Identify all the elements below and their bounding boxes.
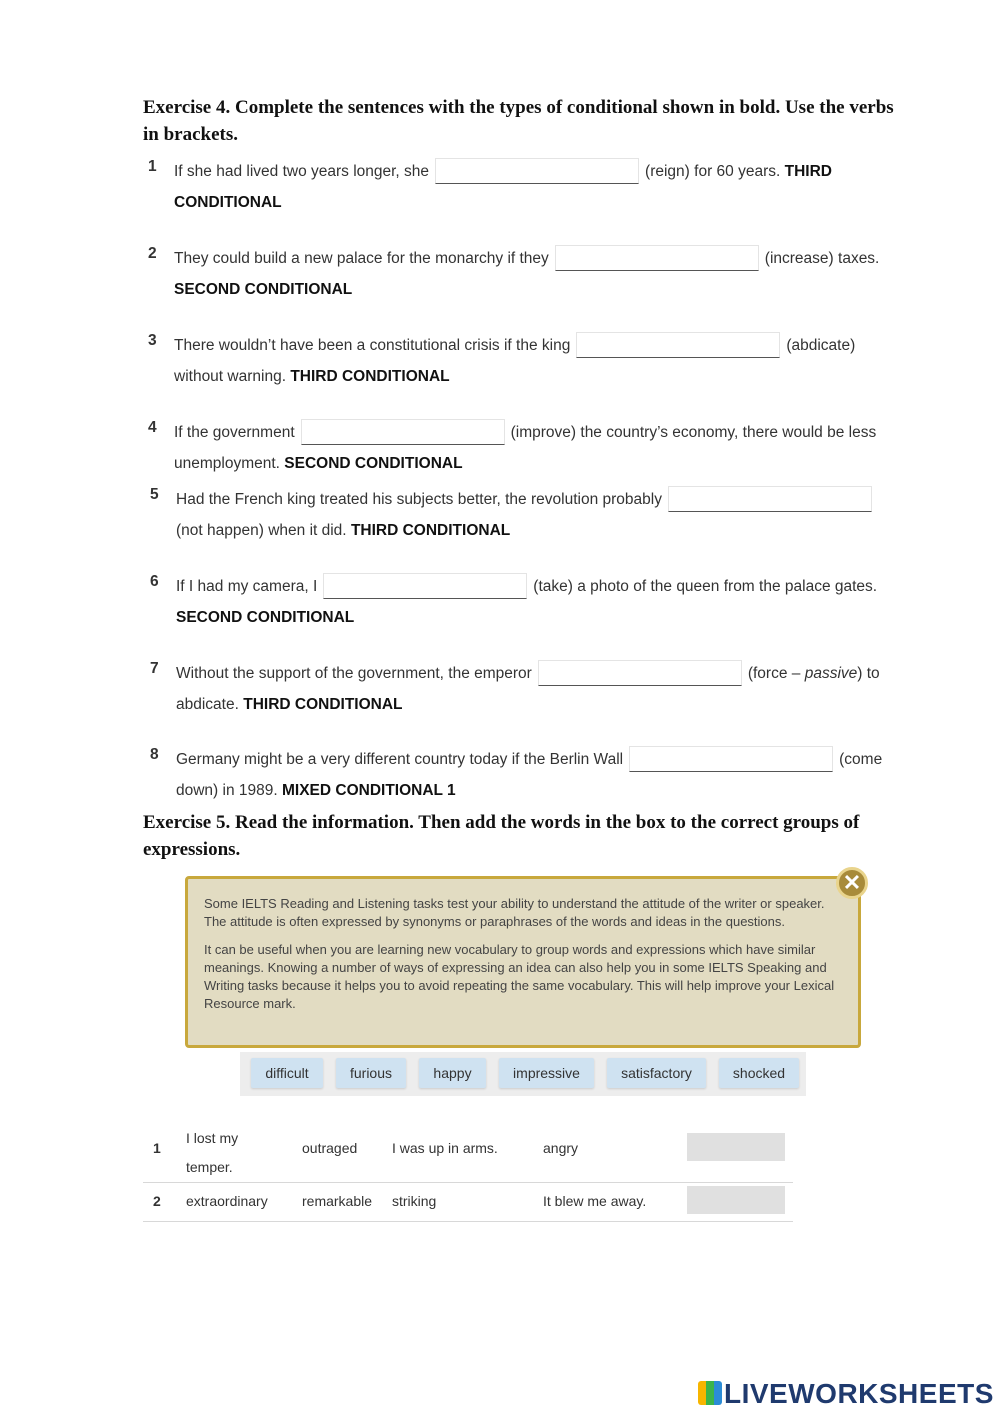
item-text: (take) a photo of the queen from the palace gates. bbox=[533, 578, 878, 595]
info-paragraph: Some IELTS Reading and Listening tasks test your ability to understand the attitude of the writer or speaker. The attitude is often expressed by synonyms or paraphrases of the words and ideas in the questions. bbox=[204, 896, 825, 929]
item-text-italic: passive bbox=[804, 665, 858, 682]
conditional-tag: SECOND CONDITIONAL bbox=[284, 455, 463, 472]
answer-gap[interactable] bbox=[668, 486, 872, 512]
answer-dropzone[interactable] bbox=[687, 1133, 785, 1161]
item-text: without warning. bbox=[174, 368, 287, 385]
expression-cell: extraordinary bbox=[186, 1193, 268, 1209]
answer-gap[interactable] bbox=[576, 332, 780, 358]
conditional-tag: THIRD CONDITIONAL bbox=[290, 368, 450, 385]
row-number: 2 bbox=[153, 1193, 161, 1209]
answer-gap[interactable] bbox=[323, 573, 527, 599]
conditional-tag: THIRD bbox=[784, 163, 832, 180]
item-number: 5 bbox=[150, 486, 159, 503]
item-text: down) in 1989. bbox=[176, 782, 278, 799]
item-text: abdicate. bbox=[176, 696, 239, 713]
item-text: (abdicate) bbox=[786, 337, 856, 354]
item-text: (reign) for 60 years. bbox=[645, 163, 781, 180]
item-number: 2 bbox=[148, 245, 157, 262]
conditional-tag: MIXED CONDITIONAL 1 bbox=[282, 782, 456, 799]
item-text: (force – bbox=[747, 665, 805, 682]
item-text: (come bbox=[839, 751, 883, 768]
close-icon[interactable]: ✕ bbox=[836, 867, 868, 899]
logo-text: LIVEWORKSHEETS bbox=[724, 1378, 994, 1409]
answer-gap[interactable] bbox=[629, 746, 833, 772]
conditional-tag: THIRD CONDITIONAL bbox=[243, 696, 403, 713]
exercise-5-heading: Exercise 5. Read the information. Then add the words in the box to the correct groups of expressions. bbox=[143, 812, 860, 860]
item-number: 8 bbox=[150, 746, 159, 763]
info-paragraph: It can be useful when you are learning new vocabulary to group words and expressions which have similar meanings. Knowing a number of ways of expressing an idea can also help you in some IELTS Speaking and Writing tasks because it helps you to avoid repeating the same vocabulary. This will help improve your Lexical Resource mark. bbox=[204, 942, 835, 1011]
table-row bbox=[143, 1118, 793, 1183]
item-text: Had the French king treated his subjects better, the revolution probably bbox=[176, 491, 662, 508]
conditional-tag: THIRD CONDITIONAL bbox=[350, 522, 511, 539]
item-text: If she had lived two years longer, she bbox=[174, 163, 430, 180]
word-chip-shocked[interactable]: shocked bbox=[719, 1058, 799, 1088]
item-number: 1 bbox=[148, 158, 157, 175]
expression-cell: outraged bbox=[302, 1140, 358, 1156]
exercise-4-heading: Exercise 4. Complete the sentences with the types of conditional shown in bold. Use the verbs in brackets. bbox=[143, 97, 894, 145]
answer-gap[interactable] bbox=[301, 419, 505, 445]
expression-cell: angry bbox=[543, 1140, 579, 1156]
item-number: 3 bbox=[148, 332, 157, 349]
word-chip-happy[interactable]: happy bbox=[419, 1058, 486, 1088]
item-number: 6 bbox=[150, 573, 159, 590]
item-number: 7 bbox=[150, 660, 159, 677]
word-chip-furious[interactable]: furious bbox=[336, 1058, 406, 1088]
item-text: Germany might be a very different country today if the Berlin Wall bbox=[176, 751, 624, 768]
expression-cell: I was up in arms. bbox=[392, 1140, 498, 1156]
row-number: 1 bbox=[153, 1140, 161, 1156]
item-text: Without the support of the government, the emperor bbox=[176, 665, 532, 682]
conditional-tag: CONDITIONAL bbox=[174, 194, 282, 211]
word-chip-impressive[interactable]: impressive bbox=[499, 1058, 594, 1088]
expression-cell: striking bbox=[392, 1193, 437, 1209]
liveworksheets-logo bbox=[698, 1378, 994, 1408]
expression-cell: remarkable bbox=[302, 1193, 373, 1209]
info-box bbox=[185, 870, 862, 1048]
item-text: (not happen) when it did. bbox=[176, 522, 347, 539]
answer-dropzone[interactable] bbox=[687, 1186, 785, 1214]
item-text: They could build a new palace for the monarchy if they bbox=[174, 250, 549, 267]
expression-cell: I lost my temper. bbox=[186, 1130, 239, 1175]
table-row bbox=[143, 1183, 793, 1222]
item-number: 4 bbox=[148, 419, 157, 436]
item-text: There wouldn’t have been a constitutional crisis if the king bbox=[174, 337, 571, 354]
answer-gap[interactable] bbox=[435, 158, 639, 184]
answer-gap[interactable] bbox=[555, 245, 759, 271]
conditional-tag: SECOND CONDITIONAL bbox=[176, 609, 355, 626]
word-chip-difficult[interactable]: difficult bbox=[251, 1058, 323, 1088]
answer-gap[interactable] bbox=[538, 660, 742, 686]
item-text: (increase) taxes. bbox=[764, 250, 880, 267]
logo-icon bbox=[698, 1381, 722, 1405]
item-text: (improve) the country’s economy, there would be less bbox=[510, 424, 877, 441]
item-text: unemployment. bbox=[174, 455, 280, 472]
item-text: If the government bbox=[174, 424, 295, 441]
expression-cell: It blew me away. bbox=[543, 1193, 647, 1209]
conditional-tag: SECOND CONDITIONAL bbox=[174, 281, 353, 298]
item-text: If I had my camera, I bbox=[176, 578, 318, 595]
word-chip-satisfactory[interactable]: satisfactory bbox=[607, 1058, 706, 1088]
item-text: ) to bbox=[857, 665, 880, 682]
word-bank bbox=[240, 1052, 806, 1096]
